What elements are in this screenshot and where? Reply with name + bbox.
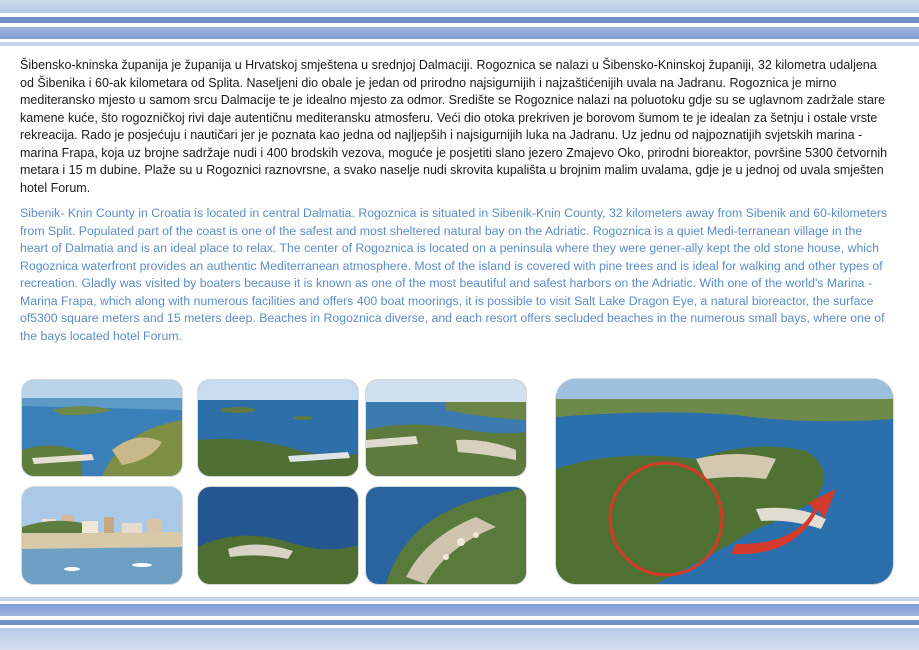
stripe [0,17,919,23]
stripe [0,0,919,13]
coastline-photo [366,380,526,476]
peninsula-forest-photo [198,487,358,584]
stripe [0,628,919,650]
stripe [0,620,919,625]
stripe [0,27,919,39]
stripe [0,604,919,616]
stripe [0,42,919,46]
village-aerial-photo [366,487,526,584]
harbor-town-photo [22,487,182,584]
stripe [0,597,919,601]
aerial-bay-photo [22,380,182,476]
hotel-location-map-photo [556,379,893,584]
english-description: Sibenik- Knin County in Croatia is located in central Dalmatia. Rogoznica is situated in Sibenik-Knin County, 32 kilometers away from Sibenik and 60-kilometers from Split. Populated part of the coast is one of the safest and most sheltered natural bay on the Adriatic. Rogoznica is a quiet Medi-terranean village in the heart of Dalmatia and is an ideal place to relax. The center of Rogoznica is located on a peninsula where they were gener-ally kept the old stone house, which Rogoznica waterfront provides an authentic Mediterranean atmosphere. Most of the island is covered with pine trees and is ideal for walking and other types of recreation. Gladly was visited by boaters because it is known as one of the most beautiful and safest harbors on the Adriatic. With one of the world's Marina - Marina Frapa, which along with numerous facilities and offers 400 boat moorings, it is possible to visit Salt Lake Dragon Eye, a natural bioreactor, the surface of5300 square meters and 15 meters deep. Beaches in Rogoznica diverse, and each resort offers secluded beaches in the numerous small bays, where one of the bays located hotel Forum. [20,206,888,343]
sea-islands-photo [198,380,358,476]
croatian-description: Šibensko-kninska županija je županija u Hrvatskoj smještena u srednjoj Dalmaciji. Rogoznica se nalazi u Šibensko-Kninskoj županiji, 32 kilometra udaljena od Šibenika i 60-ak kilometara od Splita. Naseljeni dio obale je jedan od prirodno najsigurnijih i najzaštićenijih uvala na Jadranu. Rogoznica je mirno mediteransko mjesto u samom srcu Dalmacije te je idealno mjesto za odmor. Središte se Rogoznice nalazi na poluotoku gdje su se uglavnom zadržale stare kamene kuće, što rogozničkoj rivi daje autentičnu mediteransku atmosferu. Veći dio otoka prekriven je borovom šumom te je idealan za šetnju i ostale vrste rekreacija. Rado je posjećuju i nautičari jer je poznata kao jedna od najljepših i najsigurnijih luka na Jadranu. Uz jednu od najpoznatijih svjetskih marina - marina Frapa, koja uz brojne sadržaje nudi i 400 brodskih vezova, moguće je posjetiti slano jezero Zmajevo Oko, prirodni bioreaktor, površine 5300 četvornih metara i 15 m dubine. Plaže su u Rogoznici raznovrsne, a svako naselje nudi skrovita kupališta u brojnim malim uvalama, gdje je u jednoj od uvala smješten hotel Forum. [20,58,888,195]
